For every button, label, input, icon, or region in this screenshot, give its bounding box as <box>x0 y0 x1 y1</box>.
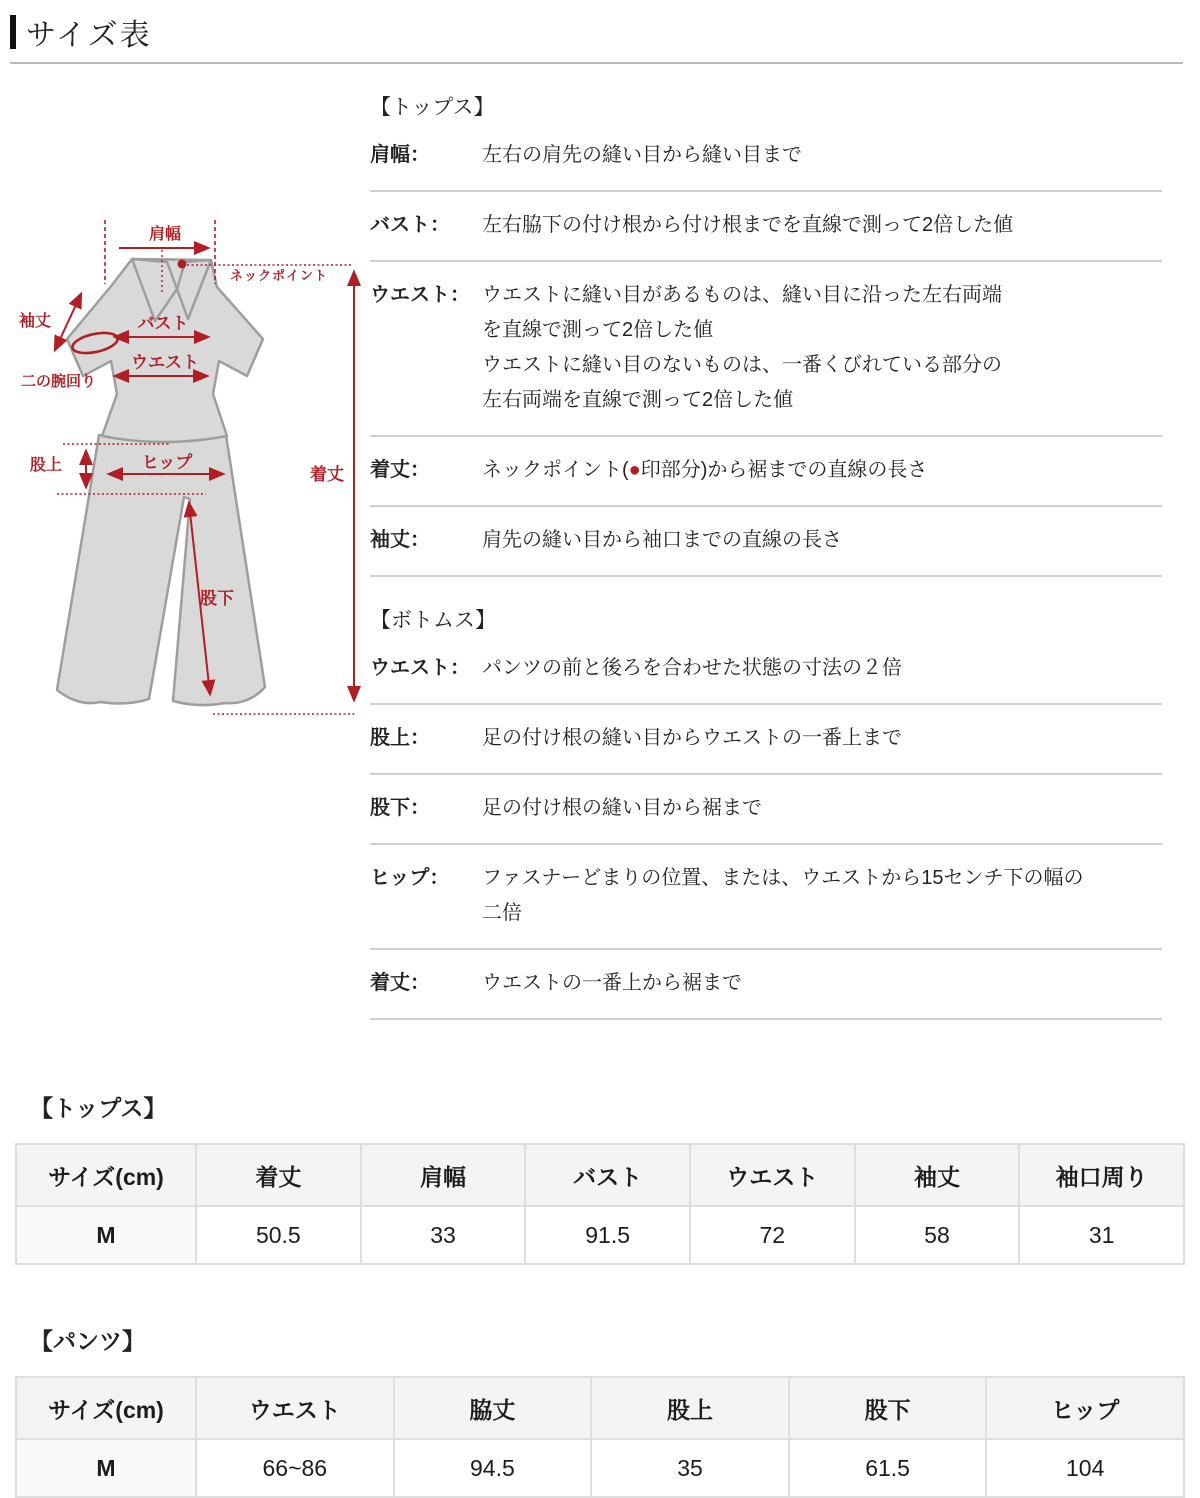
pants-table-header-row <box>16 1377 1184 1439</box>
measurement-cell: 72 <box>690 1206 855 1264</box>
title-accent-bar <box>10 15 16 49</box>
definition-text: ウエストの一番上から裾まで <box>482 972 742 994</box>
definition-text: 肩先の縫い目から袖口までの直線の長さ <box>482 529 842 551</box>
measurement-cell: 33 <box>361 1206 526 1264</box>
definition-line: ウエストに縫い目があるものは、縫い目に沿った左右両端 <box>482 284 1002 306</box>
column-header: ウエスト <box>196 1377 394 1439</box>
definition-row-hip <box>370 845 1162 950</box>
tops-definition-heading: 【トップス】 <box>370 96 495 119</box>
definition-text: 足の付け根の縫い目からウエストの一番上まで <box>482 727 902 749</box>
column-header: サイズ(cm) <box>16 1377 196 1439</box>
label-upper-arm: 二の腕回り <box>21 373 97 390</box>
measurement-cell: 58 <box>855 1206 1020 1264</box>
definition-text: 左右脇下の付け根から付け根までを直線で測って2倍した値 <box>482 214 1014 236</box>
definition-label: 肩幅： <box>370 144 430 166</box>
column-header: ウエスト <box>690 1144 855 1206</box>
definition-label: 着丈： <box>370 459 430 481</box>
column-header: ヒップ <box>986 1377 1184 1439</box>
definition-row-bust <box>370 192 1162 262</box>
definition-label: 股下： <box>370 797 430 819</box>
measurement-cell: 50.5 <box>196 1206 361 1264</box>
label-length: 着丈 <box>310 465 344 484</box>
definition-row-shoulder <box>370 122 1162 192</box>
definition-row-inseam <box>370 775 1162 845</box>
definition-label: 着丈： <box>370 972 430 994</box>
top-illustration <box>67 259 263 442</box>
definition-line: ウエストに縫い目のないものは、一番くびれている部分の <box>482 354 1002 376</box>
measurement-cell: 31 <box>1019 1206 1184 1264</box>
tops-table-row <box>16 1206 1184 1264</box>
definition-text: 足の付け根の縫い目から裾まで <box>482 797 762 819</box>
garment-diagram-svg <box>13 202 365 724</box>
definition-row-length-bottom <box>370 950 1162 1020</box>
label-waist: ウエスト <box>131 353 199 372</box>
column-header: 着丈 <box>196 1144 361 1206</box>
definition-label: ウエスト： <box>370 284 470 306</box>
page-header <box>0 0 1200 64</box>
size-label-cell: M <box>16 1206 196 1264</box>
definition-text <box>482 861 1162 931</box>
size-diagram <box>13 202 365 724</box>
bottoms-definition-heading: 【ボトムス】 <box>370 609 496 632</box>
pants-illustration <box>57 435 265 705</box>
definition-label: ウエスト： <box>370 657 470 679</box>
red-dot-mark: ● <box>628 459 641 481</box>
measurement-cell: 104 <box>986 1439 1184 1497</box>
definition-line: 二倍 <box>482 902 522 924</box>
label-shoulder-width: 肩幅 <box>148 226 182 243</box>
definition-text-part: ネックポイント( <box>482 459 629 481</box>
header-divider <box>10 62 1183 64</box>
definition-text <box>482 453 1162 488</box>
definition-row-waist-bottom <box>370 635 1162 705</box>
definition-row-length-top <box>370 437 1162 507</box>
definition-text <box>482 278 1162 418</box>
pants-table-row <box>16 1439 1184 1497</box>
label-inseam: 股下 <box>200 589 234 608</box>
definition-label: バスト： <box>370 214 450 236</box>
column-header: 袖丈 <box>855 1144 1020 1206</box>
column-header: 脇丈 <box>394 1377 592 1439</box>
definition-row-sleeve <box>370 507 1162 577</box>
page-title: サイズ表 <box>26 19 152 52</box>
label-hip: ヒップ <box>141 453 193 472</box>
measurement-cell: 61.5 <box>789 1439 987 1497</box>
pants-size-table <box>15 1376 1185 1498</box>
measurement-guide-section <box>0 94 1200 1020</box>
definition-label: 股上： <box>370 727 430 749</box>
tops-size-table <box>15 1143 1185 1265</box>
definition-line: を直線で測って2倍した値 <box>482 319 714 341</box>
label-sleeve-length: 袖丈 <box>19 313 52 330</box>
column-header: サイズ(cm) <box>16 1144 196 1206</box>
definition-row-waist-top <box>370 262 1162 437</box>
neck-point-dot <box>178 260 187 269</box>
tops-table-header-row <box>16 1144 1184 1206</box>
measurement-cell: 35 <box>591 1439 789 1497</box>
column-header: 股下 <box>789 1377 987 1439</box>
definition-row-rise <box>370 705 1162 775</box>
definition-text: 左右の肩先の縫い目から縫い目まで <box>482 144 802 166</box>
column-header: 肩幅 <box>361 1144 526 1206</box>
definition-text-part: 印部分)から裾までの直線の長さ <box>640 459 928 481</box>
column-header: バスト <box>525 1144 690 1206</box>
definition-line: ファスナーどまりの位置、または、ウエストから15センチ下の幅の <box>482 867 1084 889</box>
column-header: 袖口周り <box>1019 1144 1184 1206</box>
label-rise: 股上 <box>30 457 63 474</box>
column-header: 股上 <box>591 1377 789 1439</box>
label-neck-point: ネックポイント <box>230 268 329 283</box>
measurement-cell: 91.5 <box>525 1206 690 1264</box>
definition-text: パンツの前と後ろを合わせた状態の寸法の２倍 <box>482 657 902 679</box>
definition-label: 袖丈： <box>370 529 430 551</box>
definition-line: 左右両端を直線で測って2倍した値 <box>482 389 794 411</box>
measurement-definitions <box>370 94 1162 1020</box>
pants-table-heading: 【パンツ】 <box>30 1328 145 1354</box>
measurement-cell: 94.5 <box>394 1439 592 1497</box>
measurement-cell: 66~86 <box>196 1439 394 1497</box>
label-bust: バスト <box>137 314 189 333</box>
tops-table-heading: 【トップス】 <box>30 1095 167 1121</box>
definition-label: ヒップ： <box>370 867 450 889</box>
size-label-cell: M <box>16 1439 196 1497</box>
